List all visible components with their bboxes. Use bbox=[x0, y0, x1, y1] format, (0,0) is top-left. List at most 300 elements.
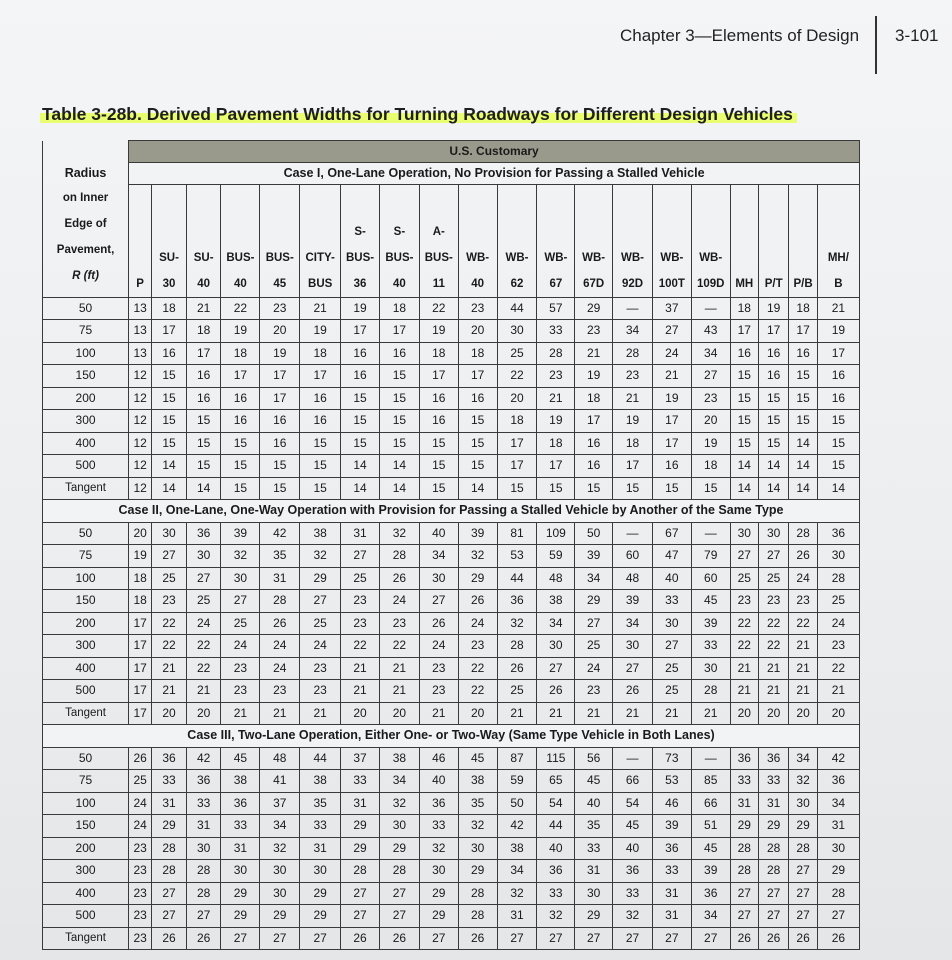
width-value-cell: 30 bbox=[419, 567, 458, 590]
case-title: Case II, One-Lane, One-Way Operation with Provision for Passing a Stalled Vehicle by Another of the Same Type bbox=[43, 500, 860, 523]
radius-cell: 500 bbox=[43, 905, 129, 928]
radius-cell: 300 bbox=[43, 635, 129, 658]
width-value-cell: 16 bbox=[300, 410, 341, 433]
width-value-cell: 17 bbox=[129, 657, 152, 680]
width-value-cell: 34 bbox=[789, 747, 817, 770]
width-value-cell: 15 bbox=[379, 410, 419, 433]
table-row bbox=[43, 792, 860, 815]
width-value-cell: 23 bbox=[341, 612, 380, 635]
width-value-cell: 50 bbox=[497, 792, 537, 815]
width-value-cell: 27 bbox=[300, 590, 341, 613]
width-value-cell: 19 bbox=[260, 342, 300, 365]
width-value-cell: 27 bbox=[691, 365, 730, 388]
vehicle-header-line: S- bbox=[393, 225, 406, 238]
width-value-cell: 21 bbox=[186, 680, 221, 703]
width-value-cell: 17 bbox=[129, 680, 152, 703]
radius-cell: 100 bbox=[43, 792, 129, 815]
width-value-cell: 31 bbox=[341, 792, 380, 815]
width-value-cell: 31 bbox=[817, 815, 859, 838]
width-value-cell: 25 bbox=[221, 612, 260, 635]
width-value-cell: 39 bbox=[458, 522, 497, 545]
vehicle-header-line: BUS- bbox=[424, 251, 453, 264]
width-value-cell: 32 bbox=[789, 770, 817, 793]
width-value-cell: 28 bbox=[758, 860, 788, 883]
vehicle-header-line: S- bbox=[354, 225, 366, 238]
vehicle-header-line: 109D bbox=[696, 277, 725, 290]
width-value-cell: 22 bbox=[458, 657, 497, 680]
width-value-cell: 29 bbox=[260, 905, 300, 928]
width-value-cell: 15 bbox=[613, 477, 653, 500]
width-value-cell: 25 bbox=[575, 635, 613, 658]
width-value-cell: 17 bbox=[575, 410, 613, 433]
width-value-cell: 33 bbox=[758, 770, 788, 793]
width-value-cell: 23 bbox=[419, 657, 458, 680]
width-value-cell: 15 bbox=[341, 432, 380, 455]
case-title: Case I, One-Lane Operation, No Provision for Passing a Stalled Vehicle bbox=[129, 162, 860, 185]
width-value-cell: 20 bbox=[497, 387, 537, 410]
width-value-cell: 17 bbox=[379, 320, 419, 343]
vehicle-column-header bbox=[730, 185, 758, 298]
vehicle-header-line: 67 bbox=[549, 277, 563, 290]
width-value-cell: 19 bbox=[419, 320, 458, 343]
width-value-cell: 21 bbox=[341, 657, 380, 680]
width-value-cell: 30 bbox=[691, 657, 730, 680]
width-value-cell: 45 bbox=[458, 747, 497, 770]
width-value-cell: 16 bbox=[817, 365, 859, 388]
width-value-cell: 18 bbox=[186, 320, 221, 343]
width-value-cell: 15 bbox=[152, 387, 187, 410]
width-value-cell: 22 bbox=[758, 612, 788, 635]
vehicle-header-line: WB- bbox=[660, 251, 684, 264]
width-value-cell: 27 bbox=[260, 927, 300, 950]
width-value-cell: 21 bbox=[221, 702, 260, 725]
width-value-cell: 21 bbox=[497, 702, 537, 725]
width-value-cell: 23 bbox=[458, 635, 497, 658]
width-value-cell: 15 bbox=[789, 387, 817, 410]
width-value-cell: 15 bbox=[758, 410, 788, 433]
width-value-cell: 18 bbox=[497, 410, 537, 433]
width-value-cell: 14 bbox=[152, 477, 187, 500]
radius-cell: 200 bbox=[43, 612, 129, 635]
table-row bbox=[43, 545, 860, 568]
width-value-cell: 27 bbox=[152, 905, 187, 928]
width-value-cell: 23 bbox=[730, 590, 758, 613]
vehicle-header-line: WB- bbox=[582, 251, 606, 264]
width-value-cell: 17 bbox=[341, 320, 380, 343]
width-value-cell: 16 bbox=[186, 387, 221, 410]
width-value-cell: 16 bbox=[575, 455, 613, 478]
radius-cell: 400 bbox=[43, 882, 129, 905]
width-value-cell: 57 bbox=[537, 297, 575, 320]
width-value-cell: 19 bbox=[575, 365, 613, 388]
width-value-cell: 17 bbox=[458, 365, 497, 388]
width-value-cell: 22 bbox=[730, 635, 758, 658]
width-value-cell: 15 bbox=[575, 477, 613, 500]
table-row bbox=[43, 522, 860, 545]
width-value-cell: 27 bbox=[341, 545, 380, 568]
vehicle-header-line: SU- bbox=[193, 251, 214, 264]
width-value-cell: 31 bbox=[575, 860, 613, 883]
table-row bbox=[43, 612, 860, 635]
width-value-cell: 26 bbox=[260, 612, 300, 635]
width-value-cell: 19 bbox=[341, 297, 380, 320]
vehicle-header-line: P/B bbox=[793, 277, 813, 290]
width-value-cell: 15 bbox=[152, 365, 187, 388]
width-value-cell: 16 bbox=[260, 410, 300, 433]
width-value-cell: 41 bbox=[260, 770, 300, 793]
width-value-cell: 27 bbox=[537, 657, 575, 680]
width-value-cell: 34 bbox=[613, 612, 653, 635]
width-value-cell: 30 bbox=[419, 860, 458, 883]
width-value-cell: 27 bbox=[537, 927, 575, 950]
width-value-cell: 16 bbox=[186, 365, 221, 388]
width-value-cell: 73 bbox=[652, 747, 691, 770]
table-row bbox=[43, 342, 860, 365]
width-value-cell: 30 bbox=[758, 522, 788, 545]
width-value-cell: 27 bbox=[341, 882, 380, 905]
width-value-cell: 21 bbox=[152, 680, 187, 703]
width-value-cell: 85 bbox=[691, 770, 730, 793]
vehicle-column-header bbox=[652, 185, 691, 298]
width-value-cell: 22 bbox=[186, 657, 221, 680]
width-value-cell: 44 bbox=[300, 747, 341, 770]
width-value-cell: 26 bbox=[129, 747, 152, 770]
width-value-cell: 17 bbox=[260, 365, 300, 388]
radius-cell: Tangent bbox=[43, 702, 129, 725]
radius-cell: 150 bbox=[43, 590, 129, 613]
width-value-cell: 32 bbox=[419, 837, 458, 860]
width-value-cell: 32 bbox=[497, 882, 537, 905]
width-value-cell: 15 bbox=[419, 477, 458, 500]
width-value-cell: 54 bbox=[613, 792, 653, 815]
width-value-cell: 15 bbox=[341, 410, 380, 433]
width-value-cell: 15 bbox=[537, 477, 575, 500]
width-value-cell: 36 bbox=[537, 860, 575, 883]
case-title-row bbox=[43, 500, 860, 523]
width-value-cell: 18 bbox=[458, 342, 497, 365]
width-value-cell: 23 bbox=[221, 657, 260, 680]
width-value-cell: 23 bbox=[789, 590, 817, 613]
width-value-cell: 27 bbox=[341, 905, 380, 928]
width-value-cell: 15 bbox=[419, 455, 458, 478]
width-value-cell: 20 bbox=[379, 702, 419, 725]
width-value-cell: 87 bbox=[497, 747, 537, 770]
table-row bbox=[43, 837, 860, 860]
width-value-cell: 30 bbox=[817, 837, 859, 860]
vehicle-column-header bbox=[758, 185, 788, 298]
width-value-cell: 12 bbox=[129, 477, 152, 500]
vehicle-header-line: A- bbox=[432, 225, 445, 238]
width-value-cell: — bbox=[613, 297, 653, 320]
width-value-cell: 16 bbox=[379, 342, 419, 365]
width-value-cell: 34 bbox=[575, 567, 613, 590]
width-value-cell: 26 bbox=[789, 927, 817, 950]
table-row bbox=[43, 680, 860, 703]
width-value-cell: 15 bbox=[458, 410, 497, 433]
width-value-cell: 109 bbox=[537, 522, 575, 545]
width-value-cell: 35 bbox=[260, 545, 300, 568]
width-value-cell: 28 bbox=[789, 522, 817, 545]
vehicle-column-header bbox=[817, 185, 859, 298]
vehicle-header-line: B bbox=[834, 277, 843, 290]
width-value-cell: 40 bbox=[652, 567, 691, 590]
radius-cell: 50 bbox=[43, 747, 129, 770]
width-value-cell: 26 bbox=[458, 927, 497, 950]
radius-cell: 200 bbox=[43, 387, 129, 410]
width-value-cell: 36 bbox=[817, 522, 859, 545]
width-value-cell: 36 bbox=[691, 882, 730, 905]
table-row bbox=[43, 410, 860, 433]
width-value-cell: 18 bbox=[152, 297, 187, 320]
width-value-cell: 33 bbox=[613, 882, 653, 905]
width-value-cell: 12 bbox=[129, 410, 152, 433]
running-head-divider bbox=[875, 16, 877, 74]
width-value-cell: 51 bbox=[691, 815, 730, 838]
width-value-cell: 29 bbox=[458, 860, 497, 883]
table-row bbox=[43, 702, 860, 725]
width-value-cell: 27 bbox=[300, 927, 341, 950]
width-value-cell: 29 bbox=[789, 815, 817, 838]
width-value-cell: 24 bbox=[652, 342, 691, 365]
width-value-cell: 24 bbox=[575, 657, 613, 680]
width-value-cell: 21 bbox=[613, 702, 653, 725]
width-value-cell: 21 bbox=[652, 702, 691, 725]
width-value-cell: 30 bbox=[789, 792, 817, 815]
width-value-cell: 21 bbox=[758, 680, 788, 703]
width-value-cell: 16 bbox=[758, 365, 788, 388]
width-value-cell: 33 bbox=[152, 770, 187, 793]
case-title-row bbox=[43, 162, 860, 185]
width-value-cell: 27 bbox=[730, 905, 758, 928]
radius-cell: 400 bbox=[43, 432, 129, 455]
width-value-cell: 27 bbox=[575, 612, 613, 635]
width-value-cell: 15 bbox=[730, 432, 758, 455]
width-value-cell: 17 bbox=[758, 320, 788, 343]
width-value-cell: 21 bbox=[817, 680, 859, 703]
vehicle-header-line: CITY- bbox=[305, 251, 335, 264]
width-value-cell: 15 bbox=[341, 387, 380, 410]
width-value-cell: 15 bbox=[152, 410, 187, 433]
width-value-cell: 28 bbox=[537, 342, 575, 365]
radius-cell: Tangent bbox=[43, 927, 129, 950]
width-value-cell: 34 bbox=[260, 815, 300, 838]
width-value-cell: 30 bbox=[537, 635, 575, 658]
width-value-cell: 29 bbox=[300, 882, 341, 905]
width-value-cell: 15 bbox=[730, 365, 758, 388]
width-value-cell: 26 bbox=[152, 927, 187, 950]
width-value-cell: 24 bbox=[300, 635, 341, 658]
width-value-cell: 21 bbox=[537, 387, 575, 410]
width-value-cell: 26 bbox=[458, 590, 497, 613]
width-value-cell: 31 bbox=[186, 815, 221, 838]
width-value-cell: 115 bbox=[537, 747, 575, 770]
width-value-cell: 15 bbox=[730, 387, 758, 410]
width-value-cell: 14 bbox=[789, 432, 817, 455]
width-value-cell: 36 bbox=[730, 747, 758, 770]
width-value-cell: 21 bbox=[730, 680, 758, 703]
units-row bbox=[43, 141, 860, 163]
vehicle-header-line: WB- bbox=[699, 251, 723, 264]
width-value-cell: 27 bbox=[379, 882, 419, 905]
width-value-cell: 28 bbox=[152, 837, 187, 860]
width-value-cell: 40 bbox=[537, 837, 575, 860]
width-value-cell: 42 bbox=[260, 522, 300, 545]
width-value-cell: 22 bbox=[758, 635, 788, 658]
width-value-cell: 18 bbox=[730, 297, 758, 320]
width-value-cell: 33 bbox=[221, 815, 260, 838]
table-row bbox=[43, 927, 860, 950]
width-value-cell: 12 bbox=[129, 455, 152, 478]
width-value-cell: 14 bbox=[758, 455, 788, 478]
width-value-cell: 16 bbox=[341, 342, 380, 365]
width-value-cell: 40 bbox=[575, 792, 613, 815]
vehicle-column-header bbox=[152, 185, 187, 298]
width-value-cell: 18 bbox=[129, 567, 152, 590]
width-value-cell: 18 bbox=[789, 297, 817, 320]
width-value-cell: 27 bbox=[221, 927, 260, 950]
width-value-cell: 24 bbox=[817, 612, 859, 635]
width-value-cell: 23 bbox=[260, 680, 300, 703]
width-value-cell: 17 bbox=[613, 455, 653, 478]
width-value-cell: 29 bbox=[341, 837, 380, 860]
width-value-cell: — bbox=[691, 297, 730, 320]
width-value-cell: 19 bbox=[691, 432, 730, 455]
width-value-cell: 28 bbox=[260, 590, 300, 613]
width-value-cell: 26 bbox=[379, 567, 419, 590]
case-title-row bbox=[43, 725, 860, 748]
width-value-cell: 29 bbox=[419, 882, 458, 905]
width-value-cell: 28 bbox=[613, 342, 653, 365]
width-value-cell: 30 bbox=[497, 320, 537, 343]
width-value-cell: 22 bbox=[497, 365, 537, 388]
width-value-cell: 15 bbox=[730, 410, 758, 433]
width-value-cell: 23 bbox=[260, 297, 300, 320]
width-value-cell: 33 bbox=[300, 815, 341, 838]
width-value-cell: 21 bbox=[575, 342, 613, 365]
width-value-cell: 30 bbox=[186, 837, 221, 860]
width-value-cell: 19 bbox=[300, 320, 341, 343]
width-value-cell: 27 bbox=[152, 882, 187, 905]
vehicle-header-line: MH/ bbox=[827, 251, 849, 264]
width-value-cell: 15 bbox=[379, 365, 419, 388]
width-value-cell: 20 bbox=[691, 410, 730, 433]
width-value-cell: 37 bbox=[652, 297, 691, 320]
width-value-cell: 66 bbox=[613, 770, 653, 793]
width-value-cell: 23 bbox=[575, 320, 613, 343]
width-value-cell: 36 bbox=[186, 522, 221, 545]
width-value-cell: 23 bbox=[152, 590, 187, 613]
width-value-cell: 21 bbox=[379, 657, 419, 680]
width-value-cell: 22 bbox=[817, 657, 859, 680]
width-value-cell: 29 bbox=[300, 567, 341, 590]
radius-cell: 150 bbox=[43, 815, 129, 838]
width-value-cell: 15 bbox=[419, 432, 458, 455]
width-value-cell: 16 bbox=[152, 342, 187, 365]
vehicle-column-header bbox=[221, 185, 260, 298]
table-title bbox=[40, 104, 797, 125]
width-value-cell: 25 bbox=[497, 342, 537, 365]
width-value-cell: 23 bbox=[129, 927, 152, 950]
width-value-cell: 15 bbox=[458, 455, 497, 478]
width-value-cell: 15 bbox=[221, 432, 260, 455]
width-value-cell: 29 bbox=[300, 905, 341, 928]
width-value-cell: 27 bbox=[789, 882, 817, 905]
width-value-cell: 22 bbox=[152, 635, 187, 658]
stub-header-cell bbox=[43, 141, 129, 163]
table-row bbox=[43, 365, 860, 388]
width-value-cell: 17 bbox=[537, 455, 575, 478]
vehicle-column-header bbox=[379, 185, 419, 298]
width-value-cell: 12 bbox=[129, 387, 152, 410]
vehicle-header-line: WB- bbox=[466, 251, 490, 264]
width-value-cell: 31 bbox=[652, 905, 691, 928]
width-value-cell: 36 bbox=[419, 792, 458, 815]
width-value-cell: 67 bbox=[652, 522, 691, 545]
width-value-cell: 35 bbox=[458, 792, 497, 815]
width-value-cell: 19 bbox=[613, 410, 653, 433]
width-value-cell: 23 bbox=[691, 387, 730, 410]
width-value-cell: 42 bbox=[497, 815, 537, 838]
table-row bbox=[43, 477, 860, 500]
width-value-cell: 38 bbox=[379, 747, 419, 770]
width-value-cell: 27 bbox=[613, 657, 653, 680]
width-value-cell: 34 bbox=[691, 342, 730, 365]
width-value-cell: 23 bbox=[129, 860, 152, 883]
width-value-cell: 44 bbox=[537, 815, 575, 838]
vehicle-column-header bbox=[341, 185, 380, 298]
width-value-cell: 13 bbox=[129, 320, 152, 343]
width-value-cell: 45 bbox=[691, 837, 730, 860]
width-value-cell: 28 bbox=[758, 837, 788, 860]
width-value-cell: 19 bbox=[817, 320, 859, 343]
width-value-cell: 36 bbox=[613, 860, 653, 883]
width-value-cell: 15 bbox=[817, 455, 859, 478]
width-value-cell: 21 bbox=[341, 680, 380, 703]
width-value-cell: 26 bbox=[379, 927, 419, 950]
width-value-cell: 34 bbox=[419, 545, 458, 568]
width-value-cell: 15 bbox=[789, 410, 817, 433]
width-value-cell: 17 bbox=[817, 342, 859, 365]
radius-cell: Tangent bbox=[43, 477, 129, 500]
width-value-cell: 59 bbox=[497, 770, 537, 793]
width-value-cell: 42 bbox=[186, 747, 221, 770]
width-value-cell: 43 bbox=[691, 320, 730, 343]
vehicle-column-header bbox=[789, 185, 817, 298]
radius-cell: 100 bbox=[43, 567, 129, 590]
vehicle-header-line: 36 bbox=[353, 277, 367, 290]
width-value-cell: 34 bbox=[613, 320, 653, 343]
vehicle-column-header bbox=[300, 185, 341, 298]
width-value-cell: 14 bbox=[186, 477, 221, 500]
width-value-cell: — bbox=[613, 747, 653, 770]
width-value-cell: 15 bbox=[817, 410, 859, 433]
width-value-cell: 23 bbox=[300, 680, 341, 703]
width-value-cell: 35 bbox=[575, 815, 613, 838]
table-row bbox=[43, 770, 860, 793]
width-value-cell: 25 bbox=[652, 680, 691, 703]
width-value-cell: 27 bbox=[817, 905, 859, 928]
width-value-cell: 31 bbox=[758, 792, 788, 815]
width-value-cell: 29 bbox=[152, 815, 187, 838]
width-value-cell: 16 bbox=[221, 410, 260, 433]
column-header-row bbox=[43, 185, 860, 298]
width-value-cell: 54 bbox=[537, 792, 575, 815]
width-value-cell: 28 bbox=[458, 882, 497, 905]
width-value-cell: 21 bbox=[789, 680, 817, 703]
width-value-cell: 65 bbox=[537, 770, 575, 793]
width-value-cell: 24 bbox=[458, 612, 497, 635]
width-value-cell: 25 bbox=[758, 567, 788, 590]
